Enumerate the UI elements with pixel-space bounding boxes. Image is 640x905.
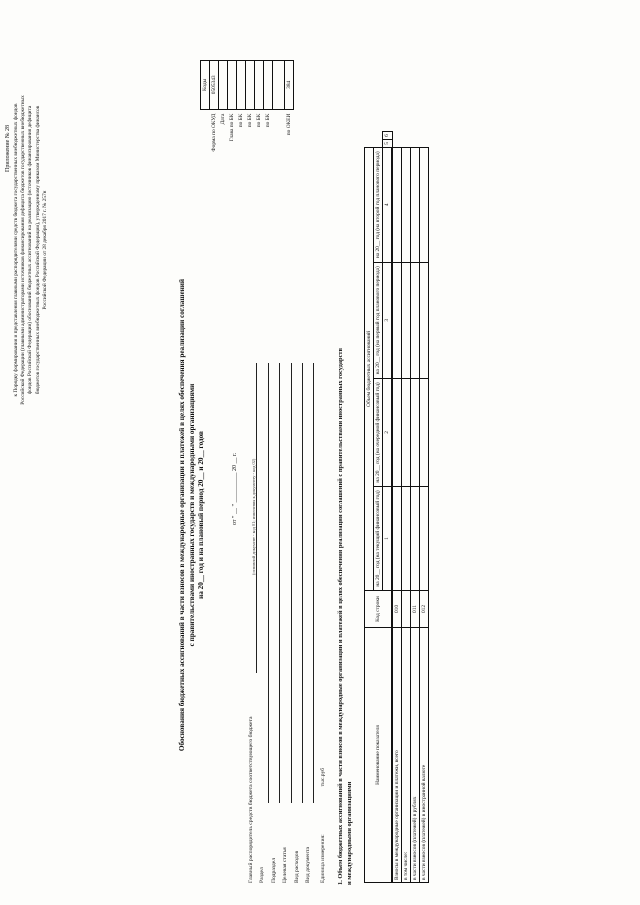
row-name: в части взносов (платежей) в рублях — [411, 628, 420, 883]
code-label: по БК — [265, 113, 271, 128]
field-list — [248, 363, 316, 883]
field-row — [305, 363, 316, 883]
title-line-1: Обоснования бюджетных ассигнований в части взносов в международные организации и платежей в целях обеспечения реализации соглашений — [178, 278, 186, 752]
col-header-code: Код строки — [365, 591, 393, 628]
title-line-2: с правительствами иностранных государств и международными организациями — [187, 383, 196, 647]
field-label: Вид документа — [304, 847, 311, 883]
row-code — [402, 591, 411, 628]
code-value — [219, 61, 228, 110]
field-label: Целевая статья — [282, 847, 289, 883]
field-row — [282, 363, 293, 883]
field-label: Вид расходов — [293, 850, 300, 883]
appendix-number: Приложение № 28 — [5, 125, 11, 172]
field-row — [294, 363, 305, 883]
col-number: 5 — [383, 139, 393, 147]
row-code: 012 — [420, 591, 429, 628]
row-name: Взносы в международные организации и платежи, всего — [392, 628, 402, 883]
unit-row — [320, 768, 326, 883]
col-header-year-2: на 20__ год (на очередной финансовый год) — [374, 378, 383, 486]
budget-table — [364, 131, 429, 883]
code-label: Форма по ОКУД — [211, 113, 217, 152]
col-header-year-4: на 20__ год (на второй год планового периода) — [374, 147, 383, 262]
okei-value: 384 — [285, 61, 294, 110]
codes-block — [200, 60, 294, 170]
code-label: Глава по БК — [229, 113, 235, 142]
col-number: 4 — [383, 147, 393, 262]
code-value — [246, 61, 255, 110]
col-header-year-3: на 20__ год (на первый год планового периода) — [374, 262, 383, 378]
unit-label: Единица измерения: — [320, 834, 326, 883]
code-value — [255, 61, 264, 110]
code-value — [264, 61, 273, 110]
code-value — [237, 61, 246, 110]
field-row — [271, 363, 282, 883]
table-row — [392, 132, 402, 883]
row-code: 011 — [411, 591, 420, 628]
section-1-title: 1. Объем бюджетных ассигнований в части взносов в международные организации и платежей в целях обеспечения реализации соглашений с правительствами иностранных государств и международными организациями — [337, 347, 353, 885]
code-label: по БК — [238, 113, 244, 128]
code-value — [228, 61, 237, 110]
unit-value: тыс.руб — [320, 767, 326, 787]
code-label: по БК — [247, 113, 253, 128]
document-date-caption: (основной документ - код 01; изменения к документу - код 02) — [251, 458, 256, 575]
table-row — [402, 132, 411, 883]
field-label: Раздел — [259, 867, 266, 883]
col-number: 1 — [383, 486, 393, 590]
col-number: 2 — [383, 378, 393, 486]
col-header-name: Наименование показателя — [365, 628, 393, 883]
code-label: по БК — [256, 113, 262, 128]
col-header-year-1: на 20__ год (на текущий финансовый год) — [374, 486, 383, 590]
field-row — [248, 363, 259, 883]
col-number: 6 — [383, 132, 393, 140]
title-line-3: на 20__ год и на плановый период 20__ и 20__ годов — [197, 431, 206, 599]
field-label: Подраздел — [270, 857, 277, 883]
codes-header: Коды — [201, 61, 210, 110]
appendix-text: к Порядку формирования и представления главными распорядителями средств бюджета государственных внебюджетных фондов Российской Федерации (главными администраторами источников финансирования дефицита бюджетов государственных внебюджетных фондов Российской Федерации) обоснований бюджетных ассигнований на реализацию (источников финансирования дефицита бюджетов государственных внебюджетных фондов Российской Федерации), утвержденному приказом Министерства финансов Российской Федерации от 28 декабря 2017 г. № 257н — [13, 95, 48, 405]
col-header-volume: Объем бюджетных ассигнований — [365, 147, 374, 590]
col-number: 3 — [383, 262, 393, 378]
document-date: от " __ " __________ 20 __ г. — [232, 452, 238, 525]
row-code: 010 — [392, 591, 402, 628]
code-value: 0505343 — [210, 61, 219, 110]
document-title — [178, 145, 207, 885]
field-row — [259, 363, 270, 883]
row-name: в том числе: — [402, 628, 411, 883]
table-row — [420, 132, 429, 883]
field-label: Главный распорядитель средств бюджета соответствующего бюджета — [248, 716, 254, 883]
row-name: в части взносов (платежей) в иностранной валюте — [420, 628, 429, 883]
appendix-header — [4, 95, 49, 405]
table-row — [411, 132, 420, 883]
okei-label: по ОКЕИ — [286, 113, 292, 136]
code-label: Дата — [220, 113, 226, 125]
